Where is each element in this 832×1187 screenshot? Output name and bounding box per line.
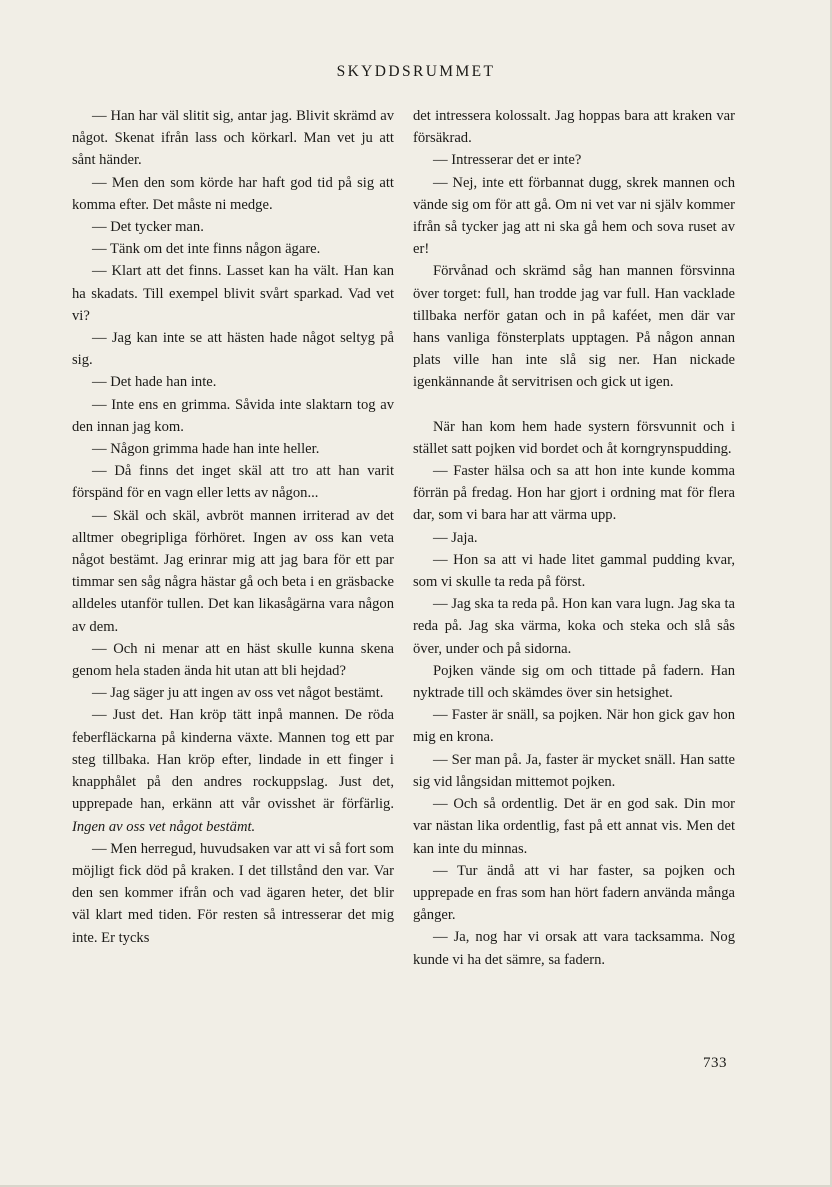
paragraph: — Ja, nog har vi orsak att vara tacksamma. Nog kunde vi ha det sämre, sa fadern. [413, 929, 735, 968]
paragraph: — Inte ens en grimma. Såvida inte slaktarn tog av den innan jag kom. [72, 396, 394, 435]
paragraph: Förvånad och skrämd såg han mannen försvinna över torget: full, han trodde jag var full. Han vacklade tillbaka nerför gatan och in på kaféet, men där var hans vanliga fönsterplats upptagen. På någon annan plats ville han inte slå sig ner. Han nickade igenkännande åt servitrisen och gick ut igen. [413, 263, 735, 391]
page-number: 733 [703, 1055, 727, 1071]
paragraph-text: — Just det. Han kröp tätt inpå mannen. De röda feberfläckarna på kinderna växte. Mannen tog ett par steg tillbaka. Han kröp efter, lindade in ett finger i knapphålet på den andres rockuppslag. Just det, upprepade han, erkänn att vår ovisshet är förfärlig. [72, 707, 394, 813]
paragraph: Pojken vände sig om och tittade på fadern. Han nyktrade till och skämdes över sin hetsighet. [413, 662, 735, 702]
paragraph: — Men den som körde har haft god tid på sig att komma efter. Det måste ni medge. [72, 174, 394, 213]
paragraph-continued: det intressera kolossalt. Jag hoppas bara att kraken var försäkrad. [413, 108, 735, 147]
paragraph-with-emphasis [72, 704, 394, 837]
paragraph: — Han har väl slitit sig, antar jag. Blivit skrämd av något. Skenat ifrån lass och körkarl. Man vet ju att sånt händer. [72, 108, 394, 169]
paragraph: — Ser man på. Ja, faster är mycket snäll. Han satte sig vid långsidan mittemot pojken. [413, 751, 735, 790]
paragraph: — Hon sa att vi hade litet gammal pudding kvar, som vi skulle ta reda på först. [413, 551, 735, 591]
paragraph: — Någon grimma hade han inte heller. [92, 441, 320, 458]
paragraph: — Faster är snäll, sa pojken. När hon gick gav hon mig en krona. [413, 707, 735, 746]
paragraph: — Jag säger ju att ingen av oss vet något bestämt. [92, 685, 384, 702]
section-start-paragraph: När han kom hem hade systern försvunnit och i stället satt pojken vid bordet och åt korngrynspudding. [413, 418, 735, 457]
paragraph: — Men herregud, huvudsaken var att vi så fort som möjligt fick död på kraken. I det tillstånd den var. Var den sen kommer ifrån och vad ägaren heter, det blir väl klart med tiden. För resten så intresserar det mig inte. Er tycks [72, 840, 394, 946]
paragraph: — Och så ordentlig. Det är en god sak. Din mor var nästan lika ordentlig, fast på ett annat vis. Men det kan inte du minnas. [413, 796, 735, 857]
paragraph: — Intresserar det er inte? [433, 152, 582, 169]
paragraph: — Det tycker man. [92, 219, 204, 236]
paragraph: — Då finns det inget skäl att tro att han varit förspänd för en vagn eller letts av någon... [72, 463, 394, 502]
running-head-title: SKYDDSRUMMET [336, 63, 496, 80]
paragraph: — Faster hälsa och sa att hon inte kunde komma förrän på fredag. Hon har gjort i ordning mat för flera dar, som vi bara har att värma upp. [413, 463, 735, 524]
paragraph: — Jaja. [433, 529, 478, 546]
paragraph: — Skäl och skäl, avbröt mannen irriterad av det alltmer obegripliga förhöret. Ingen av oss kan veta något bestämt. Jag erinrar mig att jag bara för ett par timmar sen såg några hästar gå och beta i en gräsbacke alldeles utanför tullen. Det kan likasågärna vara någon av dem. [72, 507, 394, 635]
paragraph: — Jag kan inte se att hästen hade något seltyg på sig. [72, 330, 394, 369]
paragraph: — Och ni menar att en häst skulle kunna skena genom hela staden ända hit utan att bli hejdad? [72, 640, 394, 680]
paragraph: — Nej, inte ett förbannat dugg, skrek mannen och vände sig om för att gå. Om ni vet var ni själv kommer ifrån så tycker jag att ni ska gå hem och sova ruset av er! [413, 174, 735, 258]
paragraph: — Tur ändå att vi har faster, sa pojken och upprepade en fras som han hört fadern använda många gånger. [413, 862, 735, 924]
paragraph: — Det hade han inte. [92, 374, 217, 391]
left-column [72, 105, 394, 949]
paragraph: — Tänk om det inte finns någon ägare. [92, 241, 321, 258]
paragraph: — Jag ska ta reda på. Hon kan vara lugn. Jag ska ta reda på. Jag ska värma, koka och steka och slå sås över, under och på sidorna. [413, 596, 735, 657]
right-column [413, 105, 735, 971]
emphasized-phrase: Ingen av oss vet något bestämt. [72, 818, 256, 835]
paragraph: — Klart att det finns. Lasset kan ha vält. Han kan ha skadats. Till exempel blivit svårt sparkad. Vad vet vi? [72, 263, 394, 324]
